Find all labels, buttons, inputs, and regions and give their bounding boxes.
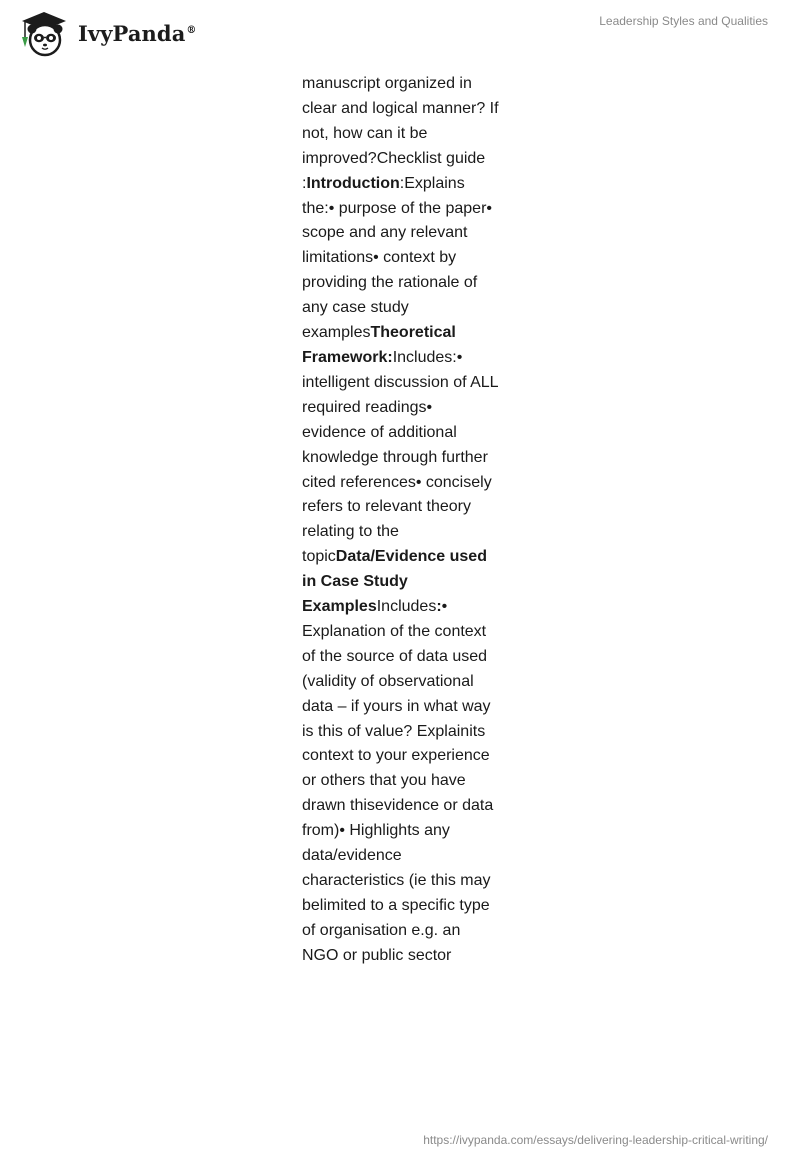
brand-name: IvyPanda® <box>78 20 197 46</box>
essay-paragraph <box>302 72 500 969</box>
document-title: Leadership Styles and Qualities <box>599 14 768 28</box>
bold-colon: : <box>436 598 442 616</box>
body-text: manuscript organized in clear and logical manner? If not, how can it be improved?Checklist guide : <box>302 75 499 192</box>
heading-introduction: Introduction <box>306 174 400 192</box>
essay-body <box>302 72 500 969</box>
body-text: Includes <box>376 598 437 616</box>
heading-data-evidence: Data/Evidence used in Case Study Examples <box>302 548 487 616</box>
panda-graduate-icon <box>14 9 72 57</box>
body-text: Includes:• intelligent discussion of ALL required readings• evidence of additional knowledge through further cited references• concisely refers to relevant theory relating to the topic <box>302 348 498 566</box>
body-text: :Explains the:• purpose of the paper• scope and any relevant limitations• context by providing the rationale of any case study examples <box>302 174 492 342</box>
body-text: • Explanation of the context of the source of data used (validity of observational data – if yours in what way is this of value? Explainits context to your experience or others that you have drawn thisevidence or data from)• Highlights any data/evidence characteristics (ie this may belimited to a specific type of organisation e.g. an NGO or public sector <box>302 598 494 964</box>
heading-theoretical-framework: Theoretical Framework: <box>302 324 456 366</box>
brand-logo[interactable] <box>14 8 197 58</box>
source-url[interactable]: https://ivypanda.com/essays/delivering-leadership-critical-writing/ <box>423 1133 768 1147</box>
